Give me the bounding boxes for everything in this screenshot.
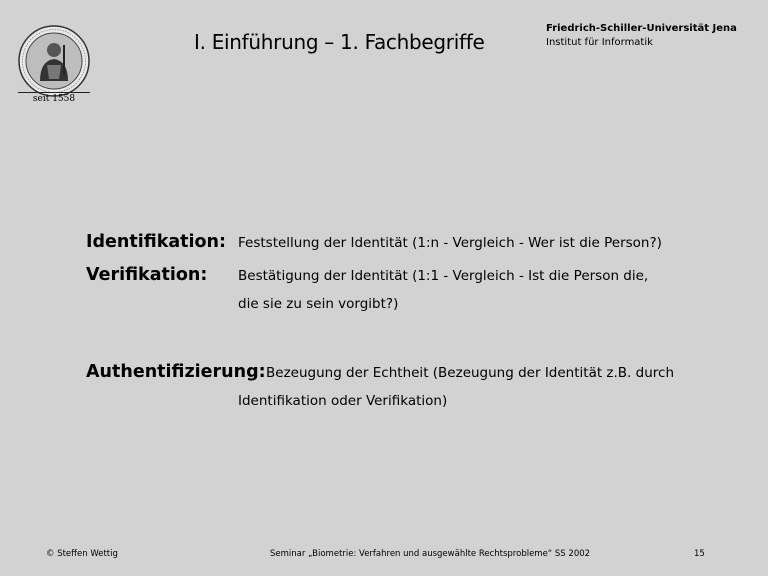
definition-identifikation: Feststellung der Identität (1:n - Vergleich - Wer ist die Person?) — [238, 235, 662, 251]
definition-verifikation-line2: die sie zu sein vorgibt?) — [238, 296, 399, 312]
footer-seminar: Seminar „Biometrie: Verfahren und ausgewählte Rechtsprobleme“ SS 2002 — [270, 549, 591, 559]
institute-name: Institut für Informatik — [546, 37, 653, 48]
seal-divider — [18, 92, 90, 93]
university-name: Friedrich-Schiller-Universität Jena — [546, 23, 737, 34]
term-authentifizierung: Authentifizierung: — [86, 362, 266, 382]
seal-since-text: seit 1558 — [32, 94, 76, 104]
definition-verifikation-line1: Bestätigung der Identität (1:1 - Vergleich - Ist die Person die, — [238, 268, 649, 284]
page-number: 15 — [694, 549, 705, 559]
term-verifikation: Verifikation: — [86, 265, 208, 285]
definition-authentifizierung-line1: Bezeugung der Echtheit (Bezeugung der Identität z.B. durch — [266, 365, 674, 381]
slide-title: I. Einführung – 1. Fachbegriffe — [194, 30, 485, 54]
term-identifikation: Identifikation: — [86, 232, 226, 252]
definition-authentifizierung-line2: Identifikation oder Verifikation) — [238, 393, 448, 409]
footer-author: © Steffen Wettig — [46, 549, 118, 559]
